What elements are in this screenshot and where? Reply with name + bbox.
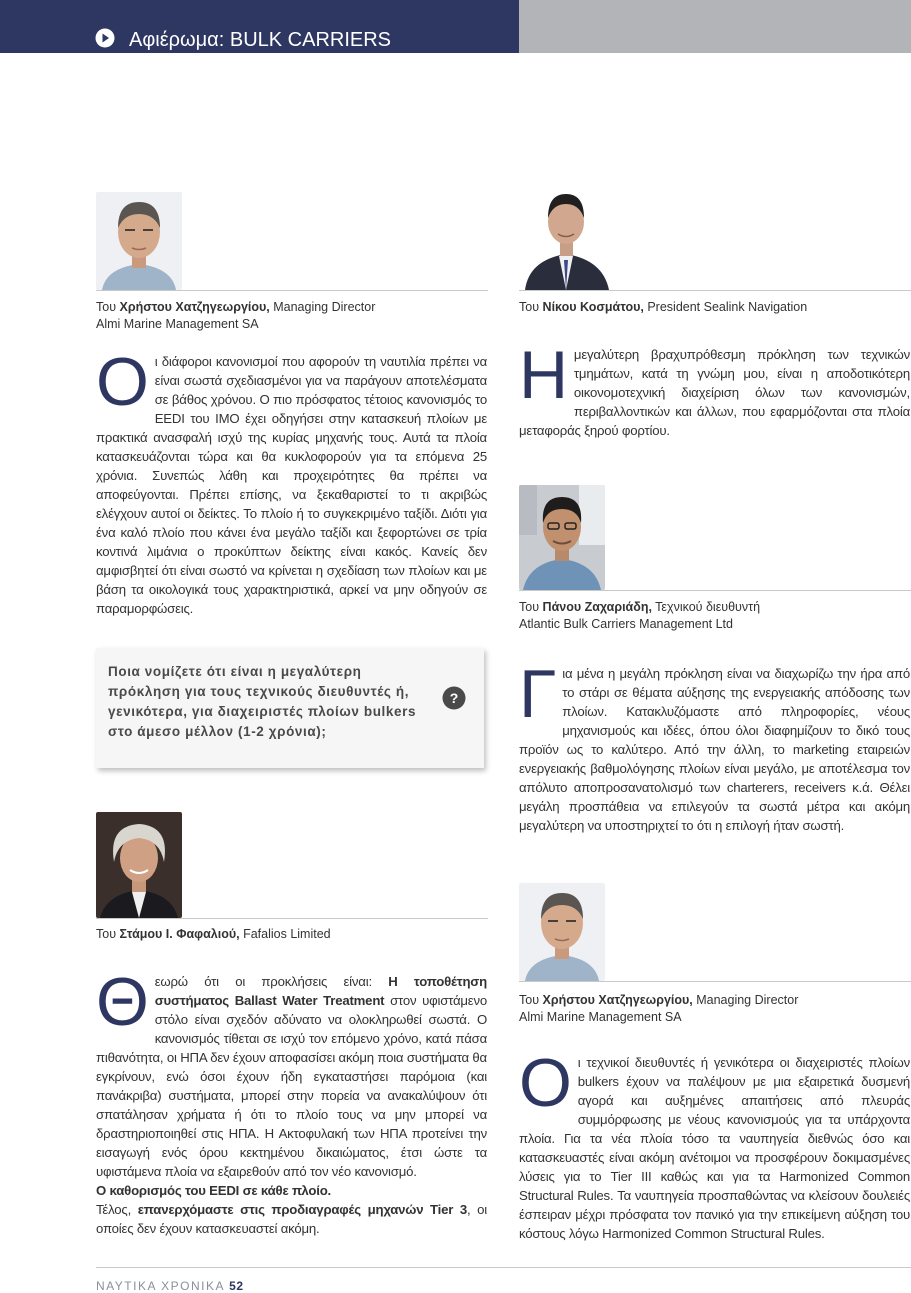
author-company: Atlantic Bulk Carriers Management Ltd	[519, 617, 733, 631]
author-name: Χρήστου Χατζηγεωργίου,	[119, 300, 270, 314]
author-role: Τεχνικού διευθυντή	[655, 600, 761, 614]
article-body-a5	[519, 1045, 910, 1243]
byline-a3	[519, 599, 760, 633]
svg-text:?: ?	[449, 690, 459, 706]
article-body-a1	[96, 344, 487, 618]
dropcap: Γ	[519, 656, 557, 732]
byline-prefix: Του	[519, 300, 540, 314]
author-name: Χρήστου Χατζηγεωργίου,	[542, 993, 693, 1007]
author-role: Managing Director	[273, 300, 376, 314]
byline-a4	[96, 926, 331, 943]
header-grey-block	[519, 0, 911, 53]
author-company: Almi Marine Management SA	[96, 317, 259, 331]
article-text: ι τεχνικοί διευθυντές ή γενικότερα οι διαχειριστές πλοίων bulkers έχουν να παλέψουν με μια εξαιρετικά δυσμενή αγορά και αυξημένες απαιτήσεις από πλευράς συμμόρφωσης με νέους κανονισμούς για τα υπάρχοντα πλοία. Για τα νέα πλοία τόσο τα ναυπηγεία διεθνώς όσο και κατασκευαστές είναι ακόμη ανέτοιμοι να προσφέρουν δοκιμασμένες λύσεις για το Tier III καθώς και για τα Harmonized Common Structural Rules. Τα ναυπηγεία προσπαθώντας να κλείσουν δουλειές έσπειραν μέχρι πρόσφατα τον πανικό για την επικείμενη αύξηση του κόστους λόγω Harmonized Common Structural Rules.	[519, 1055, 910, 1241]
author-role: Managing Director	[696, 993, 799, 1007]
photo-zachariadis	[519, 485, 605, 590]
photo-kosmatos	[519, 186, 645, 290]
article-text: μεγαλύτερη βραχυπρόθεσμη πρόκληση των τεχνικών τμημάτων, κατά τη γνώμη μου, είναι η αποδοτικότερη οικονομοτεχνική διαχείριση όλων των κανονισμών, περιβαλλοντικών και άλλων, που εφαρμόζονται στα πλοία μεταφοράς ξηρού φορτίου.	[519, 347, 910, 438]
byline-a2	[519, 299, 807, 316]
play-circle-icon	[95, 28, 115, 48]
question-text: Ποια νομίζετε ότι είναι η μεγαλύτερη πρόκληση για τους τεχνικούς διευθυντές ή, γενικότερα, για διαχειριστές πλοίων bulkers στο άμεσο μέλλον (1-2 χρόνια);	[108, 664, 417, 739]
section-title: Αφιέρωμα: BULK CARRIERS	[129, 29, 392, 51]
divider	[96, 290, 488, 291]
byline-a5	[519, 992, 798, 1026]
article-body-a4	[96, 964, 487, 1238]
magazine-name: ΝΑΥΤΙΚΑ ΧΡΟΝΙΚΑ	[96, 1279, 225, 1293]
photo-xatzigeorgiou-2	[519, 883, 605, 981]
article-highlight: Ο καθορισμός του EEDI σε κάθε πλοίο.	[96, 1183, 332, 1198]
article-text: στον υφιστάμενο στόλο είναι σχεδόν αδύνατο να ολοκληρωθεί σωστά. Ο κανονισμός τίθεται σε ισχύ τον επόμενο χρόνο, κατά πάσα πιθανότητα, οι ΗΠΑ δεν έχουν αποφασίσει ακόμη ποια συστήματα θα εγκρίνουν, ενώ όσοι έχουν ήδη εγκαταστήσει παρόμοια (και πανάκριβα) συστήματα, μπορεί στην πορεία να ανακαλύψουν ότι σπατάλησαν χρήματα ή ότι το πλοίο τους να μην μπορεί να δραστηριοποιηθεί στις ΗΠΑ. Η Ακτοφυλακή των ΗΠΑ προτείνει την εισαγωγή ενός όρου κεκτημένου δικαιώματος, έτσι ώστε τα υφιστάμενα πλοία να εξαιρεθούν από τον νέο κανονισμό.	[96, 993, 487, 1179]
article-text: εωρώ ότι οι προκλήσεις είναι:	[154, 974, 389, 989]
photo-fafalios	[96, 812, 182, 918]
author-name: Πάνου Ζαχαριάδη,	[542, 600, 652, 614]
dropcap: Η	[519, 337, 568, 413]
article-highlight: Η τοποθέτηση συστήματος Ballast Water Treatment	[154, 974, 487, 1008]
article-body-a2	[519, 337, 910, 440]
divider	[96, 918, 488, 919]
divider	[519, 290, 911, 291]
author-company: Almi Marine Management SA	[519, 1010, 682, 1024]
byline-a1	[96, 299, 375, 333]
article-body-a3	[519, 656, 910, 835]
author-name: Νίκου Κοσμάτου,	[542, 300, 644, 314]
article-text: ια μένα η μεγάλη πρόκληση είναι να διαχωρίζω την ήρα από το στάρι σε θέματα αύξησης της ενεργειακής απόδοσης των πλοίων. Κατακλυζόμαστε από πληροφορίες, νέους μηχανισμούς και ιδέες, όπου όλοι διαφημίζουν το δικό τους προϊόν ως το καλύτερο. Από την άλλη, το marketing εταιρειών ενεργειακής βαθμολόγησης πλοίων είναι μεγάλο, με αποτέλεσμα τον απόλυτο αποπροσανατολισμό των charterers, receivers κ.ά. Θέλει μεγάλη προσπάθεια να επιλεγούν τα σωστά μέτρα και ακόμη μεγαλύτερη να υποστηριχτεί το ότι η επιλογή ήταν σωστή.	[519, 666, 910, 833]
photo-xatzigeorgiou-1	[96, 192, 182, 290]
article-highlight: επανερχόμαστε στις προδιαγραφές μηχανών Tier 3	[137, 1202, 467, 1217]
dropcap: Θ	[96, 964, 149, 1040]
question-box	[96, 648, 484, 768]
byline-prefix: Του	[519, 600, 540, 614]
divider	[519, 590, 911, 591]
divider	[519, 981, 911, 982]
byline-prefix: Του	[96, 927, 117, 941]
article-text: ι διάφοροι κανονισμοί που αφορούν τη ναυτιλία πρέπει να είναι σωστά σχεδιασμένοι για να παράγουν αποτελέσματα σε βάθος χρόνου. Ο πιο πρόσφατος τέτοιος κανονισμός το EEDI του IMO έχει οδηγήσει στην κατασκευή πλοίων με πρακτικά ανασφαλή ισχύ της κυρίας μηχανής τους. Αυτά τα πλοία κατασκευάζονται τώρα και θα κυκλοφορούν για τα επόμενα 25 χρόνια. Συνεπώς λάθη και προχειρότητες θα πρέπει να αποφεύγονται. Πρέπει επίσης, να ξεκαθαριστεί το τι ακριβώς ελέγχουν αυτοί οι δείκτες. Το πλοίο ή το συγκεκριμένο ταξίδι. Διότι για ένα καλό πλοίο που κάνει ένα μεγάλο ταξίδι και ξεφορτώνει σε τρία κοντινά λιμάνια ο προκύπτων δείκτης είναι κακός. Κανείς δεν αμφισβητεί ότι είναι σωστό να κρίνεται η σχεδίαση των πλοίων και με βάση τα οικολογικά τους χαρακτηριστικά, αρκεί να μην οδηγούν σε παραμορφώσεις.	[96, 354, 487, 616]
page-number: 52	[229, 1279, 244, 1293]
article-text: Τέλος,	[96, 1202, 138, 1217]
byline-prefix: Του	[96, 300, 117, 314]
author-role: President Sealink Navigation	[647, 300, 808, 314]
byline-prefix: Του	[519, 993, 540, 1007]
dropcap: Ο	[519, 1045, 572, 1121]
author-role: Fafalios Limited	[243, 927, 331, 941]
dropcap: Ο	[96, 344, 149, 420]
footer-divider	[96, 1267, 911, 1268]
question-mark-icon	[442, 686, 466, 710]
article-text: , οι οποίες δεν έχουν κατασκευαστεί ακόμη.	[96, 1202, 487, 1236]
author-name: Στάμου Ι. Φαφαλιού,	[119, 927, 240, 941]
